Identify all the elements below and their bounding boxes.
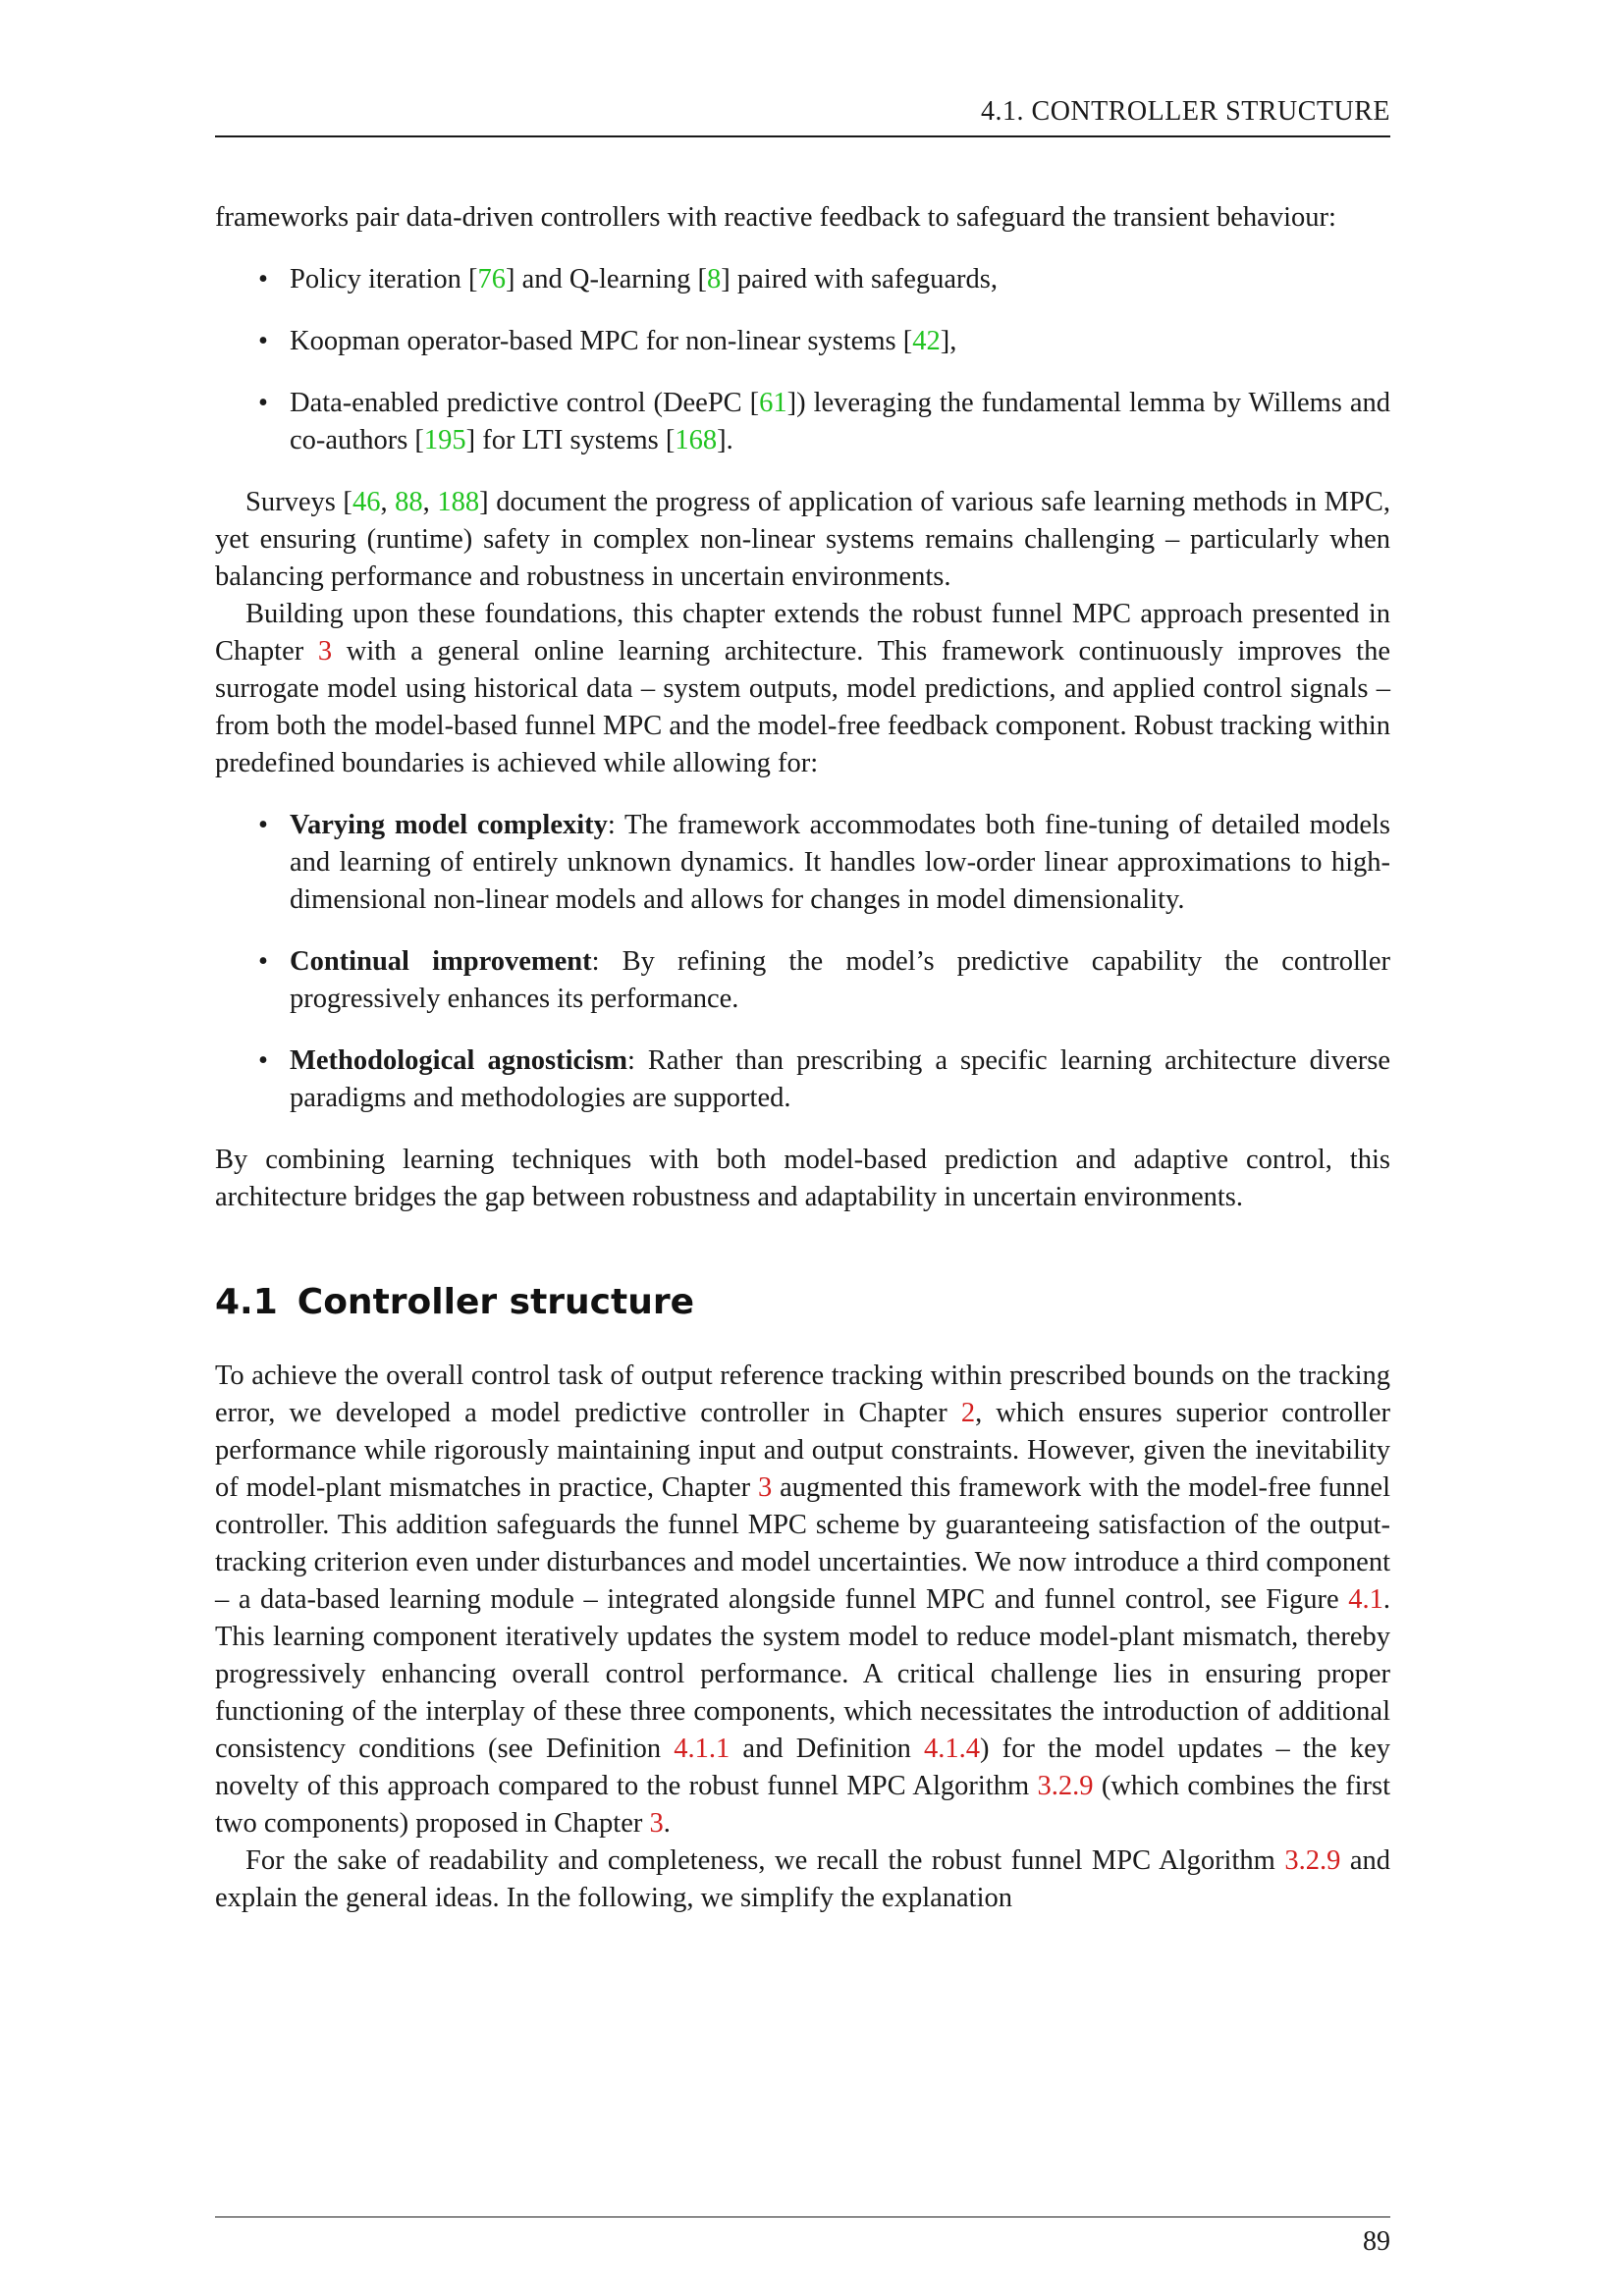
running-header: 4.1. CONTROLLER STRUCTURE xyxy=(215,94,1390,137)
combining-paragraph: By combining learning techniques with both model-based prediction and adaptive control, this architecture bridges the gap between robustness and adaptability in uncertain environments. xyxy=(215,1145,1390,1212)
chapter-ref-link[interactable]: 3 xyxy=(649,1808,664,1839)
definition-ref-link[interactable]: 4.1.1 xyxy=(674,1734,731,1764)
citation-link[interactable]: 88 xyxy=(395,487,423,517)
feature-term: Methodological agnosticism xyxy=(290,1045,627,1076)
algorithm-ref-link[interactable]: 3.2.9 xyxy=(1284,1845,1341,1876)
citation-link[interactable]: 46 xyxy=(352,487,381,517)
list-item: • Methodological agnosticism: Rather than prescribing a specific learning architecture diverse paradigms and methodologies are supported. xyxy=(215,1042,1390,1117)
features-list xyxy=(215,807,1390,1117)
citation-link[interactable]: 168 xyxy=(675,425,718,455)
citation-link[interactable]: 8 xyxy=(707,264,722,294)
list-item: • Data-enabled predictive control (DeePC [61]) leveraging the fundamental lemma by Willems and co-authors [195] for LTI systems [168]. xyxy=(215,385,1390,459)
citation-link[interactable]: 42 xyxy=(912,326,941,356)
section-paragraph: To achieve the overall control task of output reference tracking within prescribed bounds on the tracking error, we developed a model predictive controller in Chapter 2, which ensures superior controller performance while rigorously maintaining input and output constraints. However, given the inevitability of model-plant mismatches in practice, Chapter 3 augmented this framework with the model-free funnel controller. This addition safeguards the funnel MPC scheme by guaranteeing satisfaction of the output-tracking criterion even under disturbances and model uncertainties. We now introduce a third component – a data-based learning module – integrated alongside funnel MPC and funnel control, see Figure 4.1. This learning component iteratively updates the system model to reduce model-plant mismatch, thereby progressively enhancing overall control performance. A critical challenge lies in ensuring proper functioning of the interplay of these three components, which necessitates the introduction of additional consistency conditions (see Definition 4.1.1 and Definition 4.1.4) for the model updates – the key novelty of this approach compared to the robust funnel MPC Algorithm 3.2.9 (which combines the first two components) proposed in Chapter 3. xyxy=(215,1361,1390,1839)
citation-link[interactable]: 61 xyxy=(759,388,787,418)
surveys-paragraph: Surveys [46, 88, 188] document the progress of application of various safe learning methods in MPC, yet ensuring (runtime) safety in complex non-linear systems remains challenging – particularly when balancing performance and robustness in uncertain environments. xyxy=(215,487,1391,592)
list-item: • Varying model complexity: The framework accommodates both fine-tuning of detailed models and learning of entirely unknown dynamics. It handles low-order linear approximations to high-dimensional non-linear models and allows for changes in model dimensionality. xyxy=(215,807,1390,919)
list-item: • Koopman operator-based MPC for non-linear systems [42], xyxy=(215,323,1390,360)
footer-rule xyxy=(215,2216,1390,2217)
chapter-ref-link[interactable]: 2 xyxy=(960,1398,976,1428)
figure-ref-link[interactable]: 4.1 xyxy=(1348,1584,1383,1615)
intro-paragraph: frameworks pair data-driven controllers with reactive feedback to safeguard the transient behaviour: xyxy=(215,202,1336,233)
approach-list xyxy=(215,261,1390,459)
citation-link[interactable]: 195 xyxy=(423,425,466,455)
section-heading xyxy=(215,1281,1390,1324)
page-body xyxy=(215,94,1390,1917)
list-item: • Continual improvement: By refining the model’s predictive capability the controller progressively enhances its performance. xyxy=(215,943,1390,1018)
chapter-ref-link[interactable]: 3 xyxy=(758,1472,773,1503)
definition-ref-link[interactable]: 4.1.4 xyxy=(923,1734,980,1764)
page-number: 89 xyxy=(1363,2226,1390,2257)
feature-term: Continual improvement xyxy=(290,946,592,977)
section-paragraph: For the sake of readability and completeness, we recall the robust funnel MPC Algorithm 3.2.9 and explain the general ideas. In the following, we simplify the explanation xyxy=(215,1845,1390,1913)
algorithm-ref-link[interactable]: 3.2.9 xyxy=(1037,1771,1094,1801)
citation-link[interactable]: 76 xyxy=(477,264,507,294)
citation-link[interactable]: 188 xyxy=(437,487,480,517)
list-item: • Policy iteration [76] and Q-learning [8] paired with safeguards, xyxy=(215,261,1390,298)
section-title: Controller structure xyxy=(297,1282,695,1322)
section-number: 4.1 xyxy=(215,1282,278,1322)
chapter-ref-link[interactable]: 3 xyxy=(317,636,333,667)
feature-term: Varying model complexity xyxy=(290,810,608,840)
building-paragraph: Building upon these foundations, this chapter extends the robust funnel MPC approach presented in Chapter 3 with a general online learning architecture. This framework continuously improves the surrogate model using historical data – system outputs, model predictions, and applied control signals – from both the model-based funnel MPC and the model-free feedback component. Robust tracking within predefined boundaries is achieved while allowing for: xyxy=(215,599,1390,778)
